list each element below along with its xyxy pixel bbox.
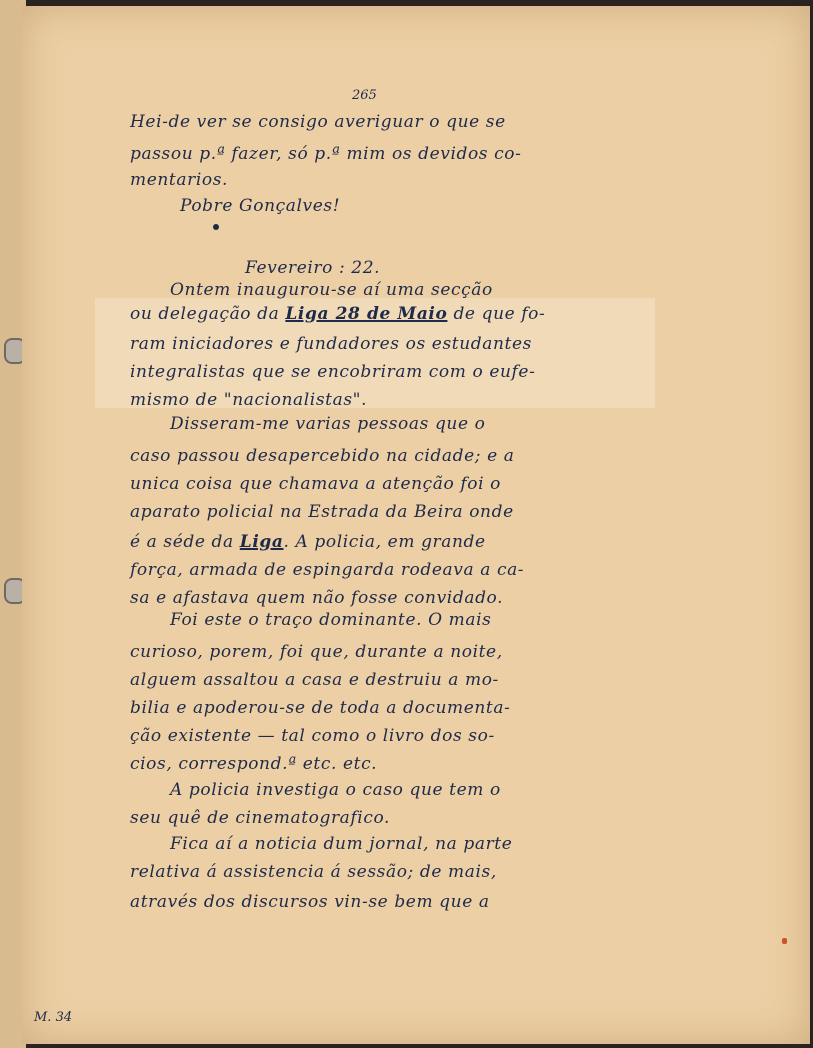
text-line: sa e afastava quem não fosse convidado. — [130, 588, 504, 608]
text-line: força, armada de espingarda rodeava a ca- — [130, 560, 525, 580]
underlined-text: Liga 28 de Maio — [285, 304, 448, 324]
page-number: 265 — [352, 88, 377, 103]
text-line: alguem assaltou a casa e destruiu a mo- — [130, 670, 499, 690]
text-line: relativa á assistencia á sessão; de mais, — [130, 862, 497, 882]
text-line: cios, correspond.ª etc. etc. — [130, 754, 378, 774]
text-span: é a séde da — [130, 532, 234, 552]
text-line: mentarios. — [130, 170, 229, 190]
text-line — [130, 304, 545, 324]
text-line: curioso, porem, foi que, durante a noite, — [130, 642, 503, 662]
text-line: mismo de "nacionalistas". — [130, 390, 368, 410]
text-line: passou p.ª fazer, só p.ª mim os devidos co- — [130, 144, 522, 164]
underlined-text: Liga — [239, 532, 284, 552]
text-line: Ontem inaugurou-se aí uma secção — [170, 280, 493, 300]
text-line: Foi este o traço dominante. O mais — [170, 610, 492, 630]
text-line: ram iniciadores e fundadores os estudantes — [130, 334, 532, 354]
text-span: de que fo- — [453, 304, 546, 324]
text-line: integralistas que se encobriram com o eufe- — [130, 362, 536, 382]
text-line: através dos discursos vin-se bem que a — [130, 892, 490, 912]
text-line: unica coisa que chamava a atenção foi o — [130, 474, 501, 494]
text-line: A policia investiga o caso que tem o — [170, 780, 501, 800]
text-line: Disseram-me varias pessoas que o — [170, 414, 486, 434]
text-line: Hei-de ver se consigo averiguar o que se — [130, 112, 506, 132]
text-line: aparato policial na Estrada da Beira onde — [130, 502, 514, 522]
text-span: ou delegação da — [130, 304, 280, 324]
text-line — [130, 532, 486, 552]
text-line: caso passou desapercebido na cidade; e a — [130, 446, 515, 466]
text-span: . A policia, em grande — [283, 532, 486, 552]
text-line: bilia e apoderou-se de toda a documenta- — [130, 698, 511, 718]
text-line: Pobre Gonçalves! — [180, 196, 341, 216]
ink-dot — [213, 224, 219, 230]
text-line: ção existente — tal como o livro dos so- — [130, 726, 495, 746]
text-line: Fica aí a noticia dum jornal, na parte — [170, 834, 513, 854]
text-line: seu quê de cinematografico. — [130, 808, 391, 828]
stain-mark — [782, 938, 787, 944]
entry-date: Fevereiro : 22. — [245, 258, 381, 278]
margin-note: M. 34 — [34, 1010, 73, 1025]
